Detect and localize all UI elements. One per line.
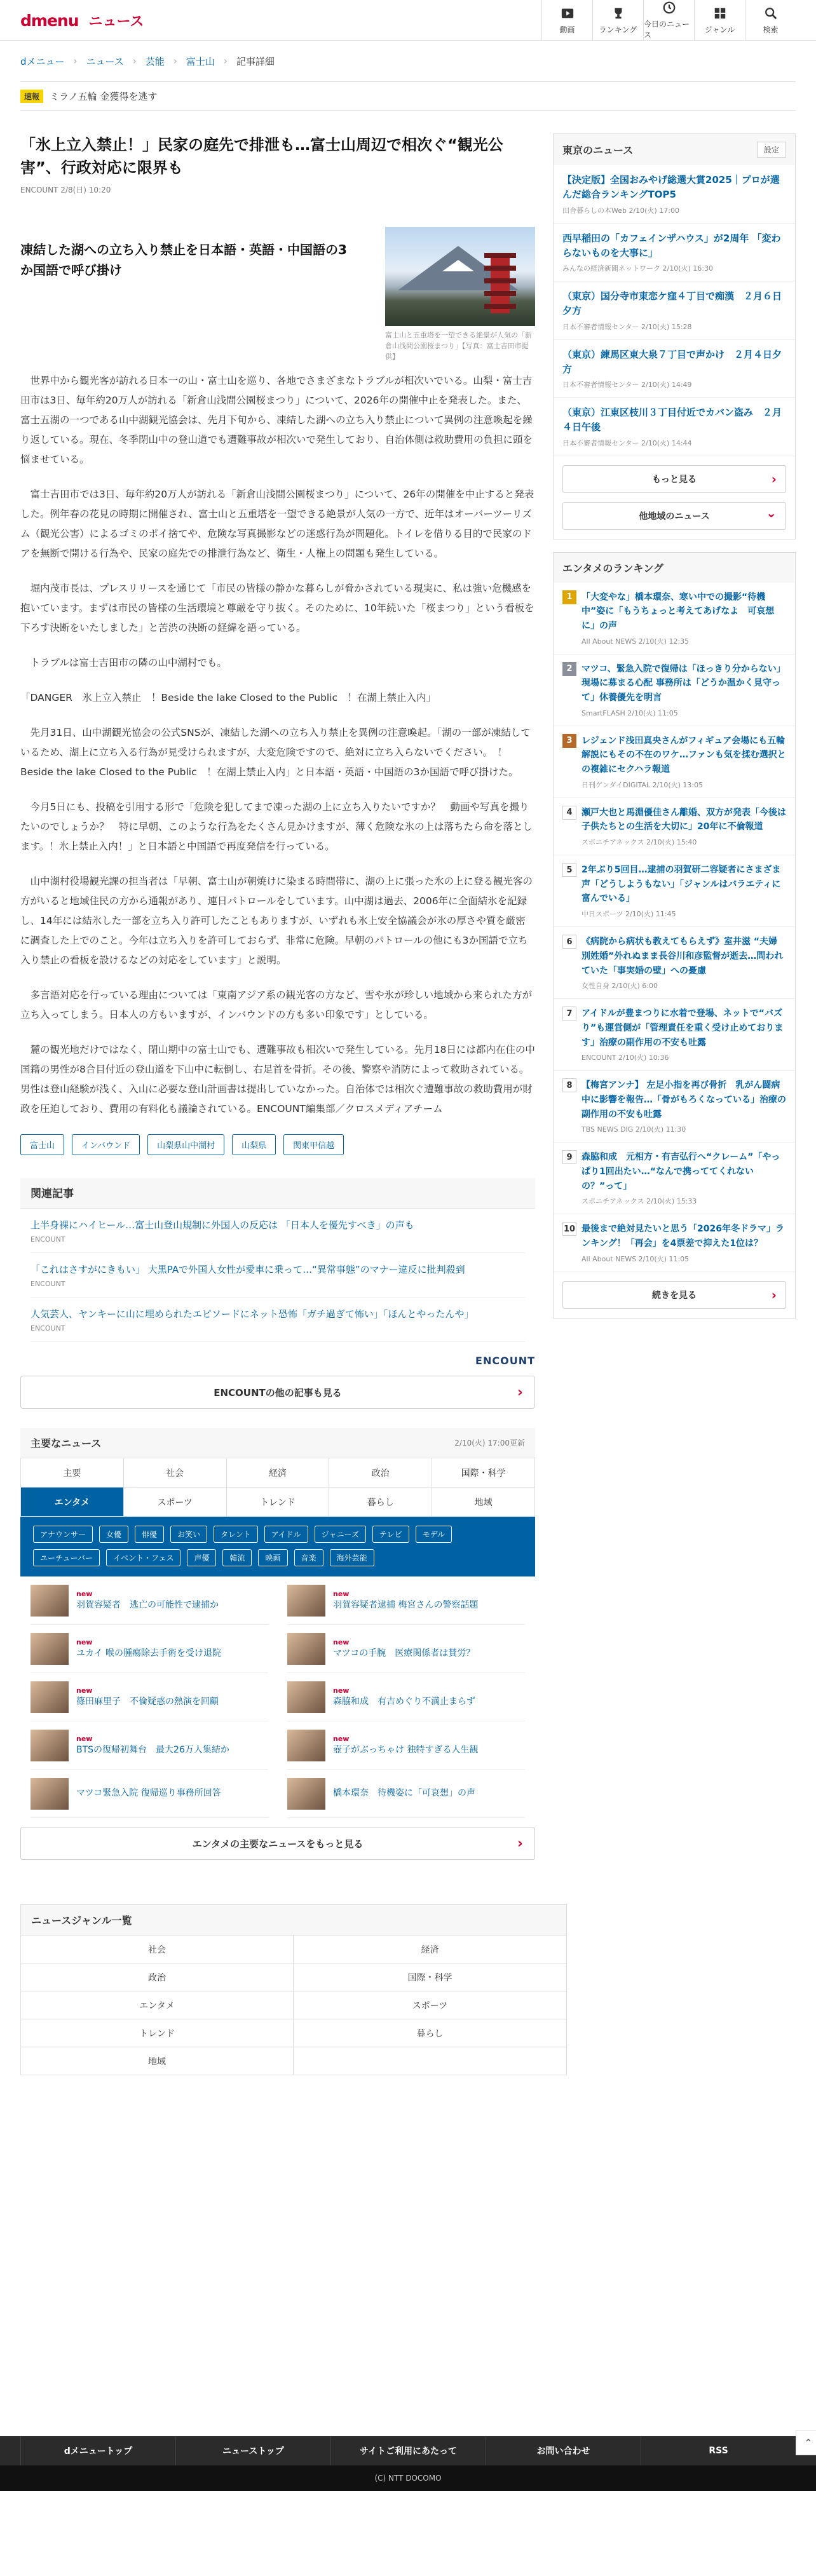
subtag[interactable]: タレント: [214, 1526, 258, 1543]
article-body: [20, 371, 535, 1119]
breadcrumb-current: 記事詳細: [236, 55, 275, 67]
main-news-heading: 主要なニュース: [31, 1437, 102, 1450]
subtag[interactable]: アナウンサー: [33, 1526, 93, 1543]
tokyo-item[interactable]: [554, 165, 795, 224]
nav-genre[interactable]: [694, 0, 745, 41]
subtag[interactable]: アイドル: [264, 1526, 308, 1543]
news-title[interactable]: マツコ緊急入院 復帰巡り事務所回答: [76, 1787, 221, 1798]
news-thumbnail[interactable]: [31, 1778, 69, 1810]
tab-major[interactable]: 主要: [21, 1458, 124, 1488]
subtag[interactable]: 声優: [187, 1549, 216, 1566]
rank-number: 4: [562, 806, 576, 820]
rank-number: 5: [562, 863, 576, 877]
footer-link[interactable]: お問い合わせ: [486, 2436, 641, 2465]
header: [0, 0, 816, 41]
tokyo-heading: 東京のニュース: [562, 144, 634, 156]
rank-number: 6: [562, 935, 576, 949]
subtag[interactable]: 音楽: [294, 1549, 323, 1566]
article-tags: [20, 1134, 535, 1155]
news-item[interactable]: [31, 1576, 268, 1625]
nav-ranking-label: ランキング: [599, 25, 637, 34]
ranking-link[interactable]: 森脇和成 元相方・有吉弘行へ“クレーム”「やっぱり1回出たい…“なんで携っててくれないの？”って」: [581, 1152, 780, 1191]
news-thumbnail[interactable]: [31, 1633, 69, 1665]
chevron-up-icon: ⌃: [804, 2436, 813, 2449]
subtag[interactable]: イベント・フェス: [106, 1549, 180, 1566]
trophy-icon: [611, 6, 625, 20]
news-thumbnail[interactable]: [287, 1730, 325, 1761]
page-top-button[interactable]: [796, 2430, 816, 2455]
nav-video[interactable]: [541, 0, 592, 41]
chevron-right-icon: ›: [73, 55, 78, 67]
genre-link[interactable]: 地域: [21, 2047, 294, 2075]
related-item[interactable]: [31, 1298, 525, 1342]
new-badge: new: [76, 1686, 93, 1695]
tokyo-source: みんなの経済新聞ネットワーク 2/10(火) 16:30: [562, 264, 713, 273]
tokyo-source: 田舎暮らしの本Web 2/10(火) 17:00: [562, 206, 679, 215]
breaking-news-bar[interactable]: [20, 81, 796, 111]
play-icon: [561, 6, 575, 20]
nav-genre-label: ジャンル: [704, 25, 735, 34]
breaking-badge: 速報: [20, 90, 43, 103]
genre-link[interactable]: 政治: [21, 1963, 294, 1991]
related-item[interactable]: [31, 1253, 525, 1298]
footer-link[interactable]: dメニュートップ: [20, 2436, 175, 2465]
related-link[interactable]: 「これはさすがにきもい」 大黒PAで外国人女性が愛車に乗って…“異常事態”のマナー違反に批判殺到: [31, 1264, 465, 1276]
tokyo-more-button[interactable]: もっと見る ›: [562, 465, 786, 493]
main-news-grid: [20, 1576, 535, 1818]
tokyo-link[interactable]: （東京）練馬区東大泉７丁目で声かけ ２月４日夕方: [562, 348, 782, 375]
ranking-link[interactable]: 最後まで絶対見たいと思う「2026年冬ドラマ」ランキング！「再会」を4票差で抑えた1位は？: [581, 1224, 784, 1249]
ranking-item[interactable]: [554, 583, 795, 654]
genre-list: [20, 1904, 567, 2075]
article-photo[interactable]: [385, 227, 535, 362]
tokyo-link[interactable]: （東京）江東区枝川３丁目付近でカバン盗み ２月４日午後: [562, 407, 782, 433]
article-paragraph: 麓の観光地だけではなく、閉山期中の富士山でも、遭難事故も相次いで発生している。先月18日には都内在住の中国籍の男性が8合目付近の登山道を下山中に転倒し、右足首を骨折。その後、警察や消防によって救助されている。男性は登山経験が浅く、入山に必要な登山計画書は提出していなかった。自治体では相次ぐ遭難事故の救助費用が財政を圧迫しており、費用の有料化も議論されている。ENCOUNT編集部／クロスメディアチーム: [20, 1044, 535, 1115]
rank-number: 7: [562, 1007, 576, 1020]
ranking-source: スポニチアネックス 2/10(火) 15:40: [581, 838, 697, 847]
tag-link[interactable]: 関東甲信越: [283, 1134, 344, 1155]
ranking-heading: エンタメのランキング: [562, 562, 663, 574]
footer-link[interactable]: ニューストップ: [175, 2436, 330, 2465]
subtag[interactable]: 韓流: [222, 1549, 252, 1566]
main-news-updated: 2/10(火) 17:00更新: [454, 1439, 525, 1448]
related-item[interactable]: [31, 1209, 525, 1253]
tag-link[interactable]: 富士山: [20, 1134, 64, 1155]
tokyo-settings-button[interactable]: 設定: [757, 142, 786, 158]
subtag[interactable]: お笑い: [170, 1526, 207, 1543]
logo-dmenu[interactable]: dmenu: [20, 11, 79, 30]
tokyo-item[interactable]: [554, 224, 795, 282]
footer-link[interactable]: RSS: [641, 2436, 796, 2465]
news-thumbnail[interactable]: [31, 1681, 69, 1713]
related-source: ENCOUNT: [31, 1280, 65, 1289]
encount-more-button[interactable]: ENCOUNTの他の記事も見る ›: [20, 1376, 535, 1409]
new-badge: new: [76, 1638, 93, 1647]
genre-link[interactable]: 経済: [294, 1935, 566, 1963]
nav-ranking[interactable]: [592, 0, 643, 41]
ranking-source: 女性自身 2/10(火) 6:00: [581, 982, 658, 991]
photo-fuji-pagoda[interactable]: [385, 227, 535, 326]
article-paragraph: 今月5日にも、投稿を引用する形で「危険を犯してまで凍った湖の上に立ち入りたいですか？ 動画や写真を撮りたいのでしょうか？ 特に早朝、このような行為をたくさん見かけますが、薄く危険な氷の上は落ちたら命を落とします。！氷上禁止入内！」と日本語と中国語で再度発信を行っている。: [20, 801, 533, 853]
copyright: (C) NTT DOCOMO: [0, 2465, 816, 2491]
grid-icon: [713, 6, 727, 20]
entame-subtags: [20, 1517, 535, 1576]
tab-entame[interactable]: エンタメ: [21, 1488, 124, 1517]
new-badge: new: [333, 1590, 350, 1599]
article-paragraph: 先月31日、山中湖観光協会の公式SNSが、凍結した湖への立ち入り禁止を異例の注意喚起。「湖の一部が凍結しているため、湖上に立ち入る行為が見受けられますが、大変危険ですので、絶対に立ち入らないでください。 ！Beside the lake Closed to the Public ！在湖上禁止入内」と日本語・英語・中国語の3か国語で呼び掛けた。: [20, 727, 531, 778]
ranking-item[interactable]: [554, 1142, 795, 1214]
related-link[interactable]: 人気芸人、ヤンキーに山に埋められたエピソードにネット恐怖「ガチ過ぎて怖い」「ほんとやったんや」: [31, 1308, 474, 1320]
breadcrumb: [20, 41, 796, 81]
breadcrumb-fuji[interactable]: 富士山: [186, 55, 215, 67]
ranking-more-button[interactable]: 続きを見る ›: [562, 1281, 786, 1309]
news-title[interactable]: 篠田麻里子 不倫疑惑の熱演を回顧: [76, 1696, 219, 1707]
tab-trend[interactable]: トレンド: [227, 1488, 330, 1517]
ranking-link[interactable]: 「大変やな」橋本環奈、寒い中での撮影“待機中”姿に「もうちょっと考えてあげなよ 可哀想に」の声: [581, 592, 775, 631]
news-item[interactable]: [31, 1673, 268, 1721]
tokyo-link[interactable]: 西早稲田の「カフェインザハウス」が2周年 「変わらないものを大事に」: [562, 232, 781, 259]
genre-link-empty: [294, 2047, 566, 2075]
rank-number: 8: [562, 1078, 576, 1092]
article-title: 「氷上立入禁止！」民家の庭先で排泄も…富士山周辺で相次ぐ“観光公害”、行政対応に限界も: [20, 136, 503, 177]
breaking-text[interactable]: ミラノ五輪 金獲得を逃す: [50, 90, 158, 102]
ranking-item[interactable]: [554, 726, 795, 798]
tab-politics[interactable]: 政治: [329, 1458, 432, 1488]
tokyo-news-box: [553, 133, 796, 539]
article-paragraph: 世界中から観光客が訪れる日本一の山・富士山を巡り、各地でさまざまなトラブルが相次いでいる。山梨・富士吉田市は3日、毎年約20万人が訪れる「新倉山浅間公園桜まつり」について、2026年の開催中止を発表した。また、富士五湖の一つである山中湖観光協会は、先月下旬から、凍結した湖への立ち入り禁止について異例の注意喚起を繰り返している。現在、冬季閉山中の登山道でも遭難事故が相次いで発生しており、自治体側は救助費用の負担に頭を悩ませている。: [20, 375, 533, 466]
ranking-item[interactable]: [554, 999, 795, 1071]
news-item[interactable]: [287, 1770, 525, 1818]
genre-heading: ニュースジャンル一覧: [21, 1905, 566, 1935]
related-source: ENCOUNT: [31, 1235, 65, 1244]
subtag[interactable]: 映画: [258, 1549, 287, 1566]
ranking-item[interactable]: [554, 1071, 795, 1142]
ranking-source: All About NEWS 2/10(火) 11:05: [581, 1254, 690, 1263]
news-item[interactable]: [31, 1625, 268, 1673]
news-item[interactable]: [287, 1576, 525, 1625]
ranking-link[interactable]: アイドルが豊まつりに水着で登場、ネットで“バズり”も運営側が「管理責任を重く受け止めております」治療の副作用の不安も吐露: [581, 1008, 784, 1048]
tab-sports[interactable]: スポーツ: [124, 1488, 227, 1517]
new-badge: new: [76, 1590, 93, 1599]
ranking-source: 日刊ゲンダイDIGITAL 2/10(火) 13:05: [581, 780, 704, 789]
header-nav: [541, 0, 796, 41]
ranking-item[interactable]: [554, 654, 795, 726]
ranking-source: ENCOUNT 2/10(火) 10:36: [581, 1054, 669, 1062]
footer-link[interactable]: サイトご利用にあたって: [330, 2436, 486, 2465]
rank-number: 3: [562, 734, 576, 748]
subtag[interactable]: ユーチューバー: [33, 1549, 100, 1566]
new-badge: new: [76, 1735, 93, 1744]
tokyo-source: 日本不審者情報センター 2/10(火) 15:28: [562, 322, 692, 331]
tokyo-item[interactable]: [554, 281, 795, 340]
breadcrumb-news[interactable]: ニュース: [86, 55, 124, 67]
photo-caption: 富士山と五重塔を一望できる絶景が人気の「新倉山浅間公園桜まつり」【写真：富士吉田市提供】: [385, 331, 532, 362]
ranking-link[interactable]: 瀬戸大也と馬淵優佳さん離婚、双方が発表「今後は子供たちとの生活を大切に」20年に不倫報道: [581, 807, 786, 832]
tokyo-source: 日本不審者情報センター 2/10(火) 14:49: [562, 381, 692, 389]
ranking-link[interactable]: 《病院から病状も教えてもらえず》室井滋 “夫婦別姓婚”外れぬまま長谷川和彦監督が逝去…問われていた「事実婚の壁」への憂慮: [581, 937, 784, 976]
news-thumbnail[interactable]: [287, 1681, 325, 1713]
chevron-right-icon: ›: [173, 55, 177, 67]
related-source: ENCOUNT: [31, 1324, 65, 1333]
encount-logo[interactable]: ENCOUNT: [475, 1355, 535, 1367]
article-paragraph: 「DANGER 氷上立入禁止 ！Beside the lake Closed to the Public ！在湖上禁止入内」: [20, 692, 437, 704]
breadcrumb-dmenu[interactable]: dメニュー: [20, 55, 65, 67]
news-thumbnail[interactable]: [287, 1633, 325, 1665]
tokyo-link[interactable]: （東京）国分寺市東恋ケ窪４丁目で痴漢 ２月６日夕方: [562, 290, 782, 317]
subtag[interactable]: ジャニーズ: [315, 1526, 366, 1543]
nav-today[interactable]: [643, 0, 694, 41]
ranking-link[interactable]: 2年ぶり5回目…逮捕の羽賀研二容疑者にさまざま声「どうしようもない」「ジャンルはバラエティに富んでいる」: [581, 865, 781, 904]
ranking-source: All About NEWS 2/10(火) 12:35: [581, 637, 690, 646]
ranking-source: 中日スポーツ 2/10(火) 11:45: [581, 910, 676, 919]
news-item[interactable]: [287, 1721, 525, 1770]
ranking-source: スポニチアネックス 2/10(火) 15:33: [581, 1197, 697, 1206]
related-link[interactable]: 上半身裸にハイヒール…富士山登山規制に外国人の反応は 「日本人を優先すべき」の声も: [31, 1219, 414, 1231]
rank-number: 10: [562, 1222, 576, 1236]
tab-society[interactable]: 社会: [124, 1458, 227, 1488]
logo[interactable]: [20, 11, 144, 31]
news-title[interactable]: 橋本環奈 待機姿に「可哀想」の声: [333, 1787, 475, 1798]
news-thumbnail[interactable]: [31, 1585, 69, 1617]
tag-link[interactable]: インバウンド: [72, 1134, 140, 1155]
news-item[interactable]: [31, 1721, 268, 1770]
article-paragraph: 富士吉田市では3日、毎年約20万人が訪れる「新倉山浅間公園桜まつり」について、26年の開催を中止すると発表した。例年春の花見の時期に開催され、富士山と五重塔を一望できる絶景が人気の一方で、近年はオーバーツーリズム（観光公害）によるゴミのポイ捨てや、危険な写真撮影などの迷惑行為が問題化。トイレを借りる目的で民家のドアを無断で開ける行為や、民家の庭先での排泄行為など、衛生・人権上の問題も発生している。: [20, 489, 534, 560]
news-title[interactable]: BTSの復帰初舞台 最大26万人集結か: [76, 1744, 229, 1755]
breadcrumb-entame[interactable]: 芸能: [145, 55, 165, 67]
genre-tabs: [20, 1458, 535, 1517]
news-thumbnail[interactable]: [31, 1730, 69, 1761]
genre-link[interactable]: 国際・科学: [294, 1963, 566, 1991]
entame-more-button[interactable]: エンタメの主要なニュースをもっと見る ›: [20, 1827, 535, 1860]
ranking-link[interactable]: 【梅宮アンナ】 左足小指を再び骨折 乳がん闘病中に影響を報告…「骨がもろくなっている」治療の副作用の不安も吐露: [581, 1080, 786, 1120]
news-title[interactable]: 羽賀容疑者 逃亡の可能性で逮捕か: [76, 1599, 219, 1610]
related-heading: 関連記事: [20, 1178, 535, 1209]
article-meta: ENCOUNT 2/8(日) 10:20: [20, 186, 111, 194]
genre-link[interactable]: エンタメ: [21, 1991, 294, 2019]
genre-link[interactable]: トレンド: [21, 2019, 294, 2047]
new-badge: new: [333, 1686, 350, 1695]
ranking-item[interactable]: [554, 798, 795, 855]
tokyo-source: 日本不審者情報センター 2/10(火) 14:44: [562, 438, 692, 447]
tab-region[interactable]: 地域: [432, 1488, 535, 1517]
tab-intl[interactable]: 国際・科学: [432, 1458, 535, 1488]
chevron-right-icon: ›: [132, 55, 137, 67]
tokyo-link[interactable]: 【決定版】全国おみやげ総選大賞2025｜プロが選んだ総合ランキングTOP5: [562, 174, 780, 201]
rank-number: 1: [562, 590, 576, 604]
subtag[interactable]: 女優: [99, 1526, 128, 1543]
clock-icon: [662, 1, 676, 15]
sidebar: [553, 133, 796, 1860]
new-badge: new: [333, 1638, 350, 1647]
news-title[interactable]: 壺子がぶっちゃけ 独特すぎる人生観: [333, 1744, 479, 1755]
nav-search-label: 検索: [763, 25, 779, 34]
rank-number: 9: [562, 1150, 576, 1164]
ranking-link[interactable]: レジェンド浅田真央さんがフィギュア会場にも五輪解説にもその不在のワケ…ファンも気を揉む選択との複雑にセクハラ報道: [581, 735, 786, 775]
nav-search[interactable]: [745, 0, 796, 41]
logo-news[interactable]: ニュース: [88, 13, 144, 30]
ranking-link[interactable]: マツコ、緊急入院で復帰は「ほっきり分からない」現場に募まる心配 事務所は「どうか温かく見守って」休養優先を明言: [581, 663, 785, 703]
ranking-item[interactable]: [554, 927, 795, 999]
tag-link[interactable]: 山梨県: [232, 1134, 276, 1155]
tab-economy[interactable]: 経済: [227, 1458, 330, 1488]
news-item[interactable]: [287, 1673, 525, 1721]
nav-video-label: 動画: [559, 25, 575, 34]
genre-link[interactable]: スポーツ: [294, 1991, 566, 2019]
subtag[interactable]: 俳優: [135, 1526, 164, 1543]
article-paragraph: 堀内茂市長は、プレスリリースを通じて「市民の皆様の静かな暮らしが脅かされている現実に、私は強い危機感を抱いています。まずは市民の皆様の生活環境と尊厳を守り抜く。そのために、10年続いた「桜まつり」という看板を下ろす決断をいたしました」と苦渋の決断の経緯を語っている。: [20, 583, 534, 634]
ranking-item[interactable]: [554, 855, 795, 927]
subtag[interactable]: モデル: [416, 1526, 452, 1543]
ranking-source: TBS NEWS DIG 2/10(火) 11:30: [581, 1125, 686, 1134]
tokyo-item[interactable]: [554, 340, 795, 398]
footer: [0, 2436, 816, 2465]
search-icon: [764, 6, 778, 20]
new-badge: new: [333, 1735, 350, 1744]
ranking-source: SmartFLASH 2/10(火) 11:05: [581, 708, 678, 717]
ranking-box: [553, 552, 796, 1319]
nav-today-label: 今日のニュース: [644, 20, 690, 39]
tag-link[interactable]: 山梨県山中湖村: [147, 1134, 224, 1155]
related-list: [20, 1209, 535, 1342]
rank-number: 2: [562, 662, 576, 676]
main-news-header: [20, 1428, 535, 1458]
news-title[interactable]: ユカイ 喉の腫瘍除去手術を受け退院: [76, 1648, 222, 1658]
subtag[interactable]: テレビ: [372, 1526, 409, 1543]
chevron-right-icon: ›: [223, 55, 228, 67]
genre-link[interactable]: 社会: [21, 1935, 294, 1963]
article-paragraph: 山中湖村役場観光課の担当者は「早朝、富士山が朝焼けに染まる時間帯に、湖の上に張った氷の上に登る観光客の方がいると地域住民の方から通報があり、連日パトロールをしています。山中湖は過去、2006年に全面結氷を記録し、14年には結氷した一部を立ち入り許可したこともありますが、いずれも氷上安全協議会が氷の厚さや質を厳密に調査した上でのこと。今年は立ち入りを許可しておらず、非常に危険。早朝のパトロールの他にも3か国語で立ち入り禁止の看板を設けるなどの対応をしています」と説明。: [20, 876, 533, 966]
article-subhead: 凍結した湖への立ち入り禁止を日本語・英語・中国語の3か国語で呼び掛け: [20, 242, 347, 278]
subtag[interactable]: 海外芸能: [330, 1549, 374, 1566]
news-title[interactable]: マツコの手腕 医療関係者は賛労？: [333, 1648, 475, 1658]
main-column: [20, 133, 535, 1860]
news-thumbnail[interactable]: [287, 1778, 325, 1810]
news-title[interactable]: 森脇和成 有吉めぐり不満止まらず: [333, 1696, 475, 1707]
news-thumbnail[interactable]: [287, 1585, 325, 1617]
genre-link[interactable]: 暮らし: [294, 2019, 566, 2047]
news-title[interactable]: 羽賀容疑者逮捕 梅宮さんの警察話題: [333, 1599, 479, 1610]
news-item[interactable]: [31, 1770, 268, 1818]
ranking-item[interactable]: [554, 1214, 795, 1271]
article-paragraph: トラブルは富士吉田市の隣の山中湖村でも。: [30, 657, 227, 669]
tab-life[interactable]: 暮らし: [329, 1488, 432, 1517]
other-region-dropdown[interactable]: 他地域のニュース ⌄: [562, 502, 786, 530]
tokyo-item[interactable]: [554, 398, 795, 456]
article-paragraph: 多言語対応を行っている理由については「東南アジア系の観光客の方など、雪や氷が珍しい地域から来られた方が立ち入ってしまう。日本人の方もいますが、インバウンドの方も多い印象です」としている。: [20, 989, 533, 1021]
news-item[interactable]: [287, 1625, 525, 1673]
